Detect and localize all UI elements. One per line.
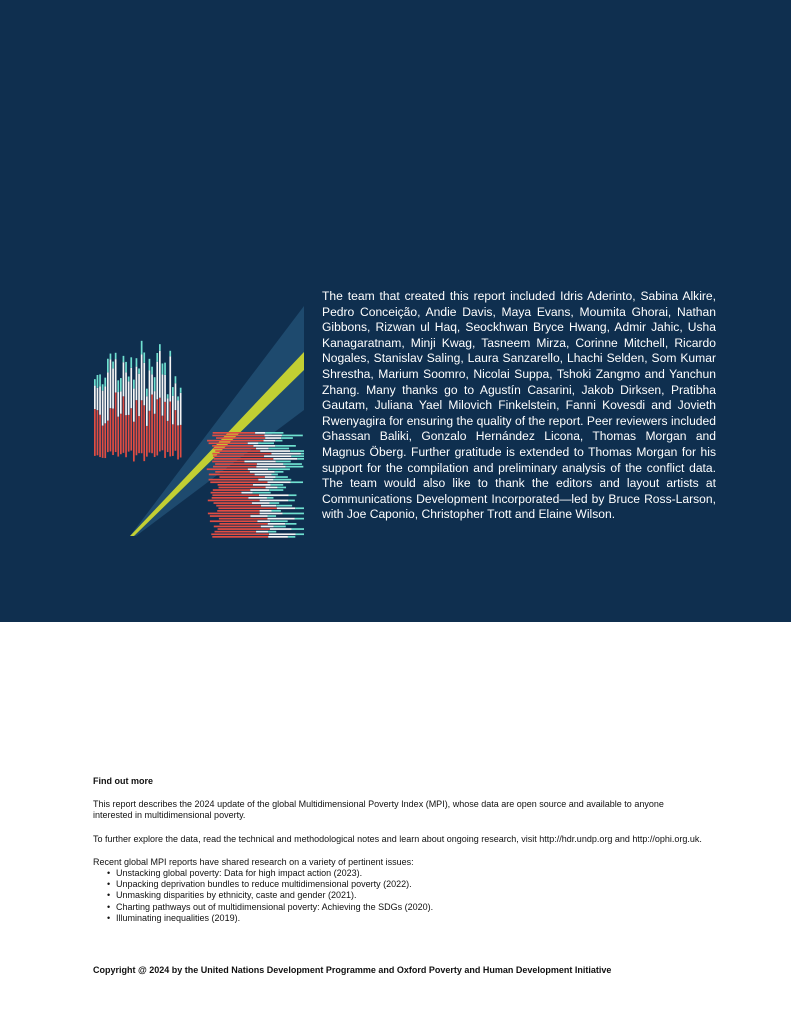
- burst-bar: [167, 394, 169, 398]
- burst-bar: [128, 381, 130, 415]
- burst-bar: [120, 391, 122, 413]
- burst-bar: [97, 375, 99, 388]
- burst-bar: [283, 513, 304, 515]
- burst-bar: [112, 368, 114, 408]
- burst-bar: [273, 479, 291, 481]
- burst-bar: [169, 356, 171, 401]
- list-item: • Illuminating inequalities (2019).: [107, 912, 241, 923]
- burst-bar: [146, 396, 148, 426]
- burst-bar: [210, 481, 267, 483]
- burst-bar: [296, 533, 304, 535]
- burst-bar: [218, 507, 276, 509]
- burst-bar: [151, 367, 153, 375]
- burst-bar: [265, 432, 283, 434]
- burst-bar: [276, 476, 288, 478]
- burst-bar: [288, 500, 294, 502]
- copyright-notice: Copyright @ 2024 by the United Nations Development Programme and Oxford Poverty and Human Development Initiative: [93, 965, 612, 975]
- burst-bar: [297, 458, 304, 460]
- burst-bar: [97, 410, 99, 455]
- burst-bar: [271, 484, 284, 486]
- list-item: • Unpacking deprivation bundles to reduce multidimensional poverty (2022).: [107, 879, 412, 890]
- burst-bar: [253, 492, 271, 494]
- burst-bar: [125, 372, 127, 415]
- find-out-more-section: [93, 776, 703, 924]
- burst-bar: [295, 518, 304, 520]
- bullet-icon: •: [107, 868, 111, 879]
- burst-bar: [264, 455, 291, 457]
- burst-bar: [213, 448, 256, 450]
- burst-bar: [285, 523, 296, 525]
- burst-bar: [277, 507, 295, 509]
- burst-bar: [212, 453, 271, 455]
- burst-bar: [269, 489, 283, 491]
- burst-bar: [164, 402, 166, 458]
- burst-bar: [252, 502, 270, 504]
- burst-bar: [149, 359, 151, 370]
- burst-bar: [128, 415, 130, 452]
- burst-bar: [295, 507, 304, 509]
- burst-bar: [209, 474, 255, 476]
- bar-cluster-left: [94, 341, 182, 462]
- burst-bar: [253, 484, 271, 486]
- burst-bar: [255, 432, 265, 434]
- burst-bar: [250, 515, 267, 517]
- burst-bar: [275, 471, 284, 473]
- burst-bar: [217, 510, 259, 512]
- burst-bar: [265, 476, 276, 478]
- burst-bar: [167, 421, 169, 452]
- burst-bar: [276, 461, 291, 463]
- burst-bar: [260, 510, 272, 512]
- bullet-icon: •: [107, 879, 111, 890]
- burst-bar: [291, 481, 303, 483]
- burst-bar: [177, 425, 179, 459]
- reports-list: [93, 868, 703, 924]
- burst-bar: [107, 359, 109, 373]
- burst-bar: [159, 398, 161, 452]
- burst-bar: [275, 440, 282, 442]
- burst-bar: [130, 368, 132, 408]
- burst-bar: [104, 387, 106, 424]
- burst-bar: [283, 463, 302, 465]
- burst-bar: [99, 374, 101, 386]
- burst-bar: [290, 450, 304, 452]
- burst-bar: [115, 359, 117, 392]
- burst-bar: [138, 368, 140, 373]
- burst-bar: [125, 362, 127, 373]
- burst-bar: [261, 526, 274, 528]
- burst-bar: [265, 437, 281, 439]
- burst-bar: [268, 481, 291, 483]
- burst-bar: [141, 354, 143, 400]
- list-item: • Unstacking global poverty: Data for high impact action (2023).: [107, 868, 363, 879]
- burst-bar: [286, 466, 304, 468]
- burst-bar: [156, 353, 158, 362]
- burst-bar: [268, 515, 277, 517]
- burst-bar: [151, 395, 153, 454]
- burst-bar: [172, 387, 174, 396]
- burst-bar: [268, 536, 288, 538]
- burst-bar: [146, 389, 148, 397]
- burst-bar: [269, 502, 279, 504]
- light-beam-shape: [130, 306, 304, 536]
- burst-bar: [180, 388, 182, 393]
- burst-bar: [271, 510, 280, 512]
- burst-bar: [244, 461, 275, 463]
- burst-bar: [269, 448, 289, 450]
- burst-bar: [136, 358, 138, 366]
- burst-bar: [213, 466, 256, 468]
- bullet-icon: •: [107, 912, 111, 923]
- burst-bar: [146, 426, 148, 457]
- burst-bar: [256, 531, 268, 533]
- burst-bar: [260, 450, 290, 452]
- burst-bar: [175, 376, 177, 383]
- list-item: • Charting pathways out of multidimensional poverty: Achieving the SDGs (2020).: [107, 901, 434, 912]
- burst-bar: [277, 487, 286, 489]
- burst-bar: [94, 409, 96, 456]
- burst-bar: [248, 442, 259, 444]
- data-burst-graphic: [88, 300, 310, 545]
- burst-bar: [269, 533, 296, 535]
- burst-bar: [271, 453, 300, 455]
- burst-bar: [159, 351, 161, 398]
- burst-bar: [219, 476, 264, 478]
- list-item: • Unmasking disparities by ethnicity, caste and gender (2021).: [107, 890, 357, 901]
- burst-bar: [219, 523, 267, 525]
- burst-bar: [212, 497, 249, 499]
- burst-bar: [253, 445, 275, 447]
- burst-bar: [255, 474, 272, 476]
- burst-bar: [216, 437, 265, 439]
- burst-bar: [112, 409, 114, 456]
- burst-bar: [273, 458, 297, 460]
- burst-bar: [256, 448, 269, 450]
- burst-bar: [167, 398, 169, 420]
- burst-bar: [110, 354, 112, 360]
- burst-bar: [156, 399, 158, 455]
- burst-bar: [218, 484, 253, 486]
- burst-bar: [143, 363, 145, 405]
- burst-bar: [215, 471, 250, 473]
- burst-bar: [159, 344, 161, 351]
- burst-bar: [130, 408, 132, 450]
- burst-bar: [141, 341, 143, 355]
- burst-bar: [258, 442, 274, 444]
- burst-bar: [123, 362, 125, 396]
- burst-bar: [154, 391, 156, 414]
- burst-bar: [138, 374, 140, 416]
- burst-bar: [141, 400, 143, 453]
- burst-bar: [104, 378, 106, 387]
- burst-bar: [102, 426, 104, 458]
- burst-bar: [215, 450, 260, 452]
- burst-bar: [164, 375, 166, 402]
- burst-bar: [214, 458, 274, 460]
- burst-bar: [180, 393, 182, 425]
- burst-bar: [212, 494, 259, 496]
- burst-bar: [130, 357, 132, 367]
- burst-bar: [102, 391, 104, 426]
- burst-bar: [136, 400, 138, 455]
- burst-bar: [104, 423, 106, 458]
- burst-bar: [117, 417, 119, 457]
- burst-bar: [120, 414, 122, 455]
- burst-bar: [270, 520, 287, 522]
- burst-bar: [169, 402, 171, 457]
- burst-bar: [209, 479, 259, 481]
- burst-bar: [112, 362, 114, 369]
- burst-bar: [133, 422, 135, 462]
- burst-bar: [268, 523, 285, 525]
- burst-bar: [107, 421, 109, 453]
- burst-bar: [266, 487, 278, 489]
- burst-bar: [102, 384, 104, 390]
- burst-bar: [256, 466, 285, 468]
- burst-bar: [94, 386, 96, 409]
- burst-bar: [211, 492, 242, 494]
- burst-bar: [115, 353, 117, 359]
- burst-bar: [133, 380, 135, 389]
- burst-bar: [169, 351, 171, 356]
- burst-bar: [154, 377, 156, 391]
- burst-bar: [143, 405, 145, 461]
- burst-bar: [123, 356, 125, 362]
- burst-bar: [267, 518, 294, 520]
- burst-bar: [123, 396, 125, 453]
- burst-bar: [133, 389, 135, 422]
- reports-list-intro: Recent global MPI reports have shared research on a variety of pertinent issues:: [93, 856, 414, 867]
- burst-bar: [216, 505, 261, 507]
- burst-bar: [281, 437, 293, 439]
- burst-bar: [289, 494, 297, 496]
- burst-bar: [99, 386, 101, 415]
- mpi-description: This report describes the 2024 update of the global Multidimensional Poverty Index (MPI), whose data are open source and available to anyone interested in multidimensional poverty.: [93, 799, 664, 821]
- burst-bar: [288, 536, 295, 538]
- burst-bar: [207, 468, 248, 470]
- burst-bar: [215, 463, 257, 465]
- burst-bar: [136, 367, 138, 401]
- burst-bar: [94, 379, 96, 385]
- burst-bar: [214, 502, 252, 504]
- burst-bar: [272, 474, 278, 476]
- burst-bar: [250, 471, 275, 473]
- burst-bar: [212, 435, 264, 437]
- find-out-more-heading: Find out more: [93, 776, 153, 786]
- burst-bar: [138, 416, 140, 453]
- burst-bar: [180, 425, 182, 458]
- burst-bar: [212, 445, 253, 447]
- burst-bar: [291, 528, 304, 530]
- burst-bar: [212, 536, 268, 538]
- burst-bar: [260, 500, 289, 502]
- burst-bar: [99, 415, 101, 457]
- burst-bar: [257, 520, 270, 522]
- burst-bar: [177, 400, 179, 425]
- burst-bar: [177, 396, 179, 400]
- explore-data-paragraph: To further explore the data, read the technical and methodological notes and learn about ongoing research, visit http://hdr.undp.org and http://ophi.org.uk.: [93, 833, 702, 844]
- burst-bar: [301, 453, 304, 455]
- burst-bar: [248, 497, 267, 499]
- burst-bar: [248, 468, 268, 470]
- burst-bar: [175, 410, 177, 451]
- bullet-icon: •: [107, 901, 111, 912]
- bullet-icon: •: [107, 890, 111, 901]
- burst-bar: [211, 533, 269, 535]
- burst-bar: [149, 411, 151, 453]
- burst-bar: [175, 383, 177, 410]
- burst-bar: [250, 489, 269, 491]
- burst-bar: [214, 526, 261, 528]
- burst-bar: [156, 362, 158, 400]
- burst-bar: [291, 455, 304, 457]
- burst-bar: [162, 416, 164, 451]
- burst-bar: [210, 520, 258, 522]
- burst-bar: [275, 445, 295, 447]
- burst-bar: [172, 424, 174, 456]
- burst-bar: [162, 374, 164, 415]
- burst-bar: [143, 352, 145, 362]
- burst-bar: [282, 435, 303, 437]
- burst-bar: [125, 415, 127, 457]
- burst-bar: [276, 505, 292, 507]
- burst-bar: [164, 363, 166, 375]
- burst-bar: [258, 479, 273, 481]
- burst-bar: [213, 455, 264, 457]
- burst-bar: [115, 392, 117, 452]
- burst-bar: [172, 396, 174, 424]
- burst-bar: [241, 492, 252, 494]
- burst-bar: [110, 408, 112, 451]
- burst-bar: [208, 513, 260, 515]
- burst-bar: [107, 372, 109, 420]
- burst-bar: [267, 497, 274, 499]
- burst-bar: [97, 388, 99, 410]
- burst-bar: [117, 380, 119, 392]
- burst-bar: [260, 513, 283, 515]
- burst-bar: [151, 374, 153, 394]
- burst-bar: [154, 414, 156, 457]
- burst-bar: [120, 378, 122, 391]
- burst-bar: [259, 494, 289, 496]
- burst-bar: [264, 435, 281, 437]
- burst-bar: [270, 528, 292, 530]
- burst-bar: [209, 442, 248, 444]
- burst-bar: [218, 528, 270, 530]
- burst-bar: [213, 432, 255, 434]
- burst-bar: [219, 518, 268, 520]
- burst-bar: [207, 440, 263, 442]
- burst-bar: [261, 505, 276, 507]
- team-credits-paragraph: The team that created this report included Idris Aderinto, Sabina Alkire, Pedro Conceição, Andie Davis, Maya Evans, Moumita Ghorai, Nathan Gibbons, Rizwan ul Haq, Seockhwan Bryce Hwang, Admir Jahic, Usha Kanagaratnam, Minji Kwag, Tasneem Mirza, Corinne Mitchell, Ricardo Nogales, Stanislav Saling, Laura Sanzarello, Lhachi Selden, Som Kumar Shrestha, Marium Soomro, Nicolai Suppa, Tshoki Zangmo and Yanchun Zhang. Many thanks go to Agustín Casarini, Jakob Dirksen, Pratibha Gautam, Juliana Yael Milovich Finkelstein, Fanni Kovesdi and Jovieth Rwenyagira for ensuring the quality of the report. Peer reviewers included Ghassan Baliki, Gonzalo Hernández Licona, Thomas Morgan and Magnus Öberg. Further gratitude is extended to Thomas Morgan for his support for the compilation and preliminary analysis of the conflict data. The team would also like to thank the editors and layout artists at Communications Development Incorporated—led by Bruce Ross-Larson, with Joe Caponio, Christopher Trott and Elaine Wilson.: [322, 289, 716, 522]
- burst-bar: [257, 463, 284, 465]
- burst-bar: [215, 531, 257, 533]
- burst-bar: [128, 377, 130, 382]
- burst-bar: [149, 370, 151, 411]
- burst-bar: [117, 392, 119, 417]
- burst-bar: [210, 515, 251, 517]
- burst-bar: [208, 500, 260, 502]
- burst-bar: [110, 359, 112, 408]
- burst-bar: [268, 531, 276, 533]
- burst-bar: [264, 440, 276, 442]
- bar-cluster-right: [207, 432, 304, 538]
- burst-bar: [274, 526, 286, 528]
- burst-bar: [268, 468, 290, 470]
- burst-bar: [213, 489, 251, 491]
- burst-bar: [212, 461, 244, 463]
- burst-bar: [162, 363, 164, 374]
- burst-bar: [219, 487, 266, 489]
